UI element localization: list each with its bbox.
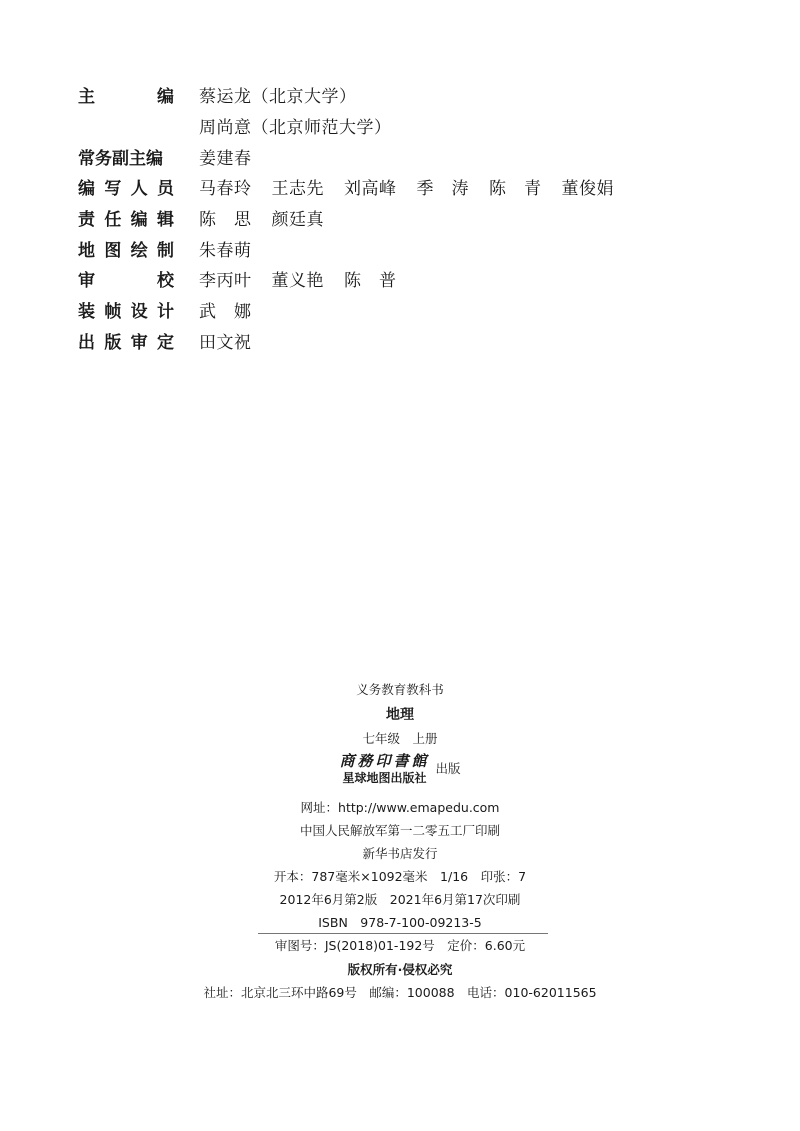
credit-name: 颜廷真: [271, 210, 324, 230]
credit-role: [78, 330, 174, 356]
role-char: 编: [130, 210, 148, 230]
role-char: 出: [78, 333, 95, 353]
role-char: 设: [130, 302, 148, 322]
credit-names: [199, 268, 417, 294]
credit-role: [78, 299, 174, 325]
website: 网址：http://www.emapedu.com: [300, 800, 500, 815]
role-char: 版: [104, 333, 122, 353]
credit-names: [199, 299, 272, 325]
role-char: 人: [130, 179, 148, 199]
credit-name: 周尚意（北京师范大学）: [199, 118, 392, 138]
credit-name: 陈 青: [489, 179, 542, 199]
publisher-sinomaps: 星球地图出版社: [342, 771, 427, 785]
role-char: 图: [104, 241, 122, 261]
role-char: 定: [156, 333, 174, 353]
role-char: 写: [104, 179, 122, 199]
credit-name: 蔡运龙（北京大学）: [199, 87, 357, 107]
credit-role: [78, 207, 174, 233]
credit-name: 马春玲: [199, 179, 252, 199]
credit-name: 季 涛: [416, 179, 469, 199]
role-char: 地: [78, 241, 95, 261]
role-char: 校: [157, 271, 174, 291]
credit-name: 董俊娟: [561, 179, 614, 199]
credit-role: [78, 238, 174, 264]
edition-info: 2012年6月第2版 2021年6月第17次印刷: [279, 892, 521, 907]
printer: 中国人民解放军第一二零五工厂印刷: [299, 823, 500, 838]
role-char: 责: [78, 210, 95, 230]
copyright-notice: 版权所有·侵权必究: [347, 962, 453, 977]
credit-names: [199, 330, 272, 356]
credit-name: 董义艳: [271, 271, 324, 291]
role-char: 任: [104, 210, 122, 230]
role-char: 制: [156, 241, 174, 261]
credit-role: [78, 84, 174, 110]
publisher-row: [190, 752, 610, 792]
role-char: 装: [78, 302, 95, 322]
credit-name: 李丙叶: [199, 271, 252, 291]
publisher-address: 社址：北京北三环中路69号 邮编：100088 电话：010-62011565: [203, 985, 597, 1000]
format-info: 开本：787毫米×1092毫米 1/16 印张：7: [273, 869, 527, 884]
credit-names: [199, 146, 272, 172]
approval-price: 审图号：JS(2018)01-192号 定价：6.60元: [274, 938, 526, 953]
credit-name: 朱春萌: [199, 241, 252, 261]
credit-names: [199, 84, 377, 110]
credit-name: 王志先: [271, 179, 324, 199]
grade-volume: 七年级 上册: [362, 731, 438, 746]
role-char: 主: [78, 87, 95, 107]
credit-name: 陈 普: [344, 271, 397, 291]
credit-name: 姜建春: [199, 149, 252, 169]
role-char: 编: [157, 87, 174, 107]
role-char: 审: [130, 333, 148, 353]
publisher-group: [339, 752, 460, 786]
subject-title: 地理: [386, 707, 414, 723]
credit-names: [199, 207, 344, 233]
role-char: 审: [78, 271, 95, 291]
credit-names: [199, 115, 412, 141]
role-char: 常务副主编: [78, 149, 163, 169]
credit-names: [199, 238, 272, 264]
role-char: 绘: [130, 241, 148, 261]
credit-role: [78, 176, 174, 202]
role-char: 辑: [156, 210, 174, 230]
role-char: 计: [156, 302, 174, 322]
credit-role: [78, 268, 174, 294]
credit-role: [78, 146, 174, 172]
publisher-names: [339, 752, 429, 786]
credit-name: 陈 思: [199, 210, 252, 230]
publisher-logo-commercial-press: 商務印書館: [339, 752, 430, 770]
credit-names: [199, 176, 634, 202]
credit-name: 武 娜: [199, 302, 252, 322]
credit-name: 刘高峰: [344, 179, 397, 199]
role-char: 员: [156, 179, 174, 199]
publish-suffix: 出版: [435, 761, 461, 776]
role-char: 编: [78, 179, 95, 199]
series-title: 义务教育教科书: [356, 682, 444, 697]
divider: [258, 933, 548, 934]
isbn: ISBN 978-7-100-09213-5: [318, 915, 482, 930]
distributor: 新华书店发行: [362, 846, 438, 861]
credit-name: 田文祝: [199, 333, 252, 353]
role-char: 帧: [104, 302, 122, 322]
